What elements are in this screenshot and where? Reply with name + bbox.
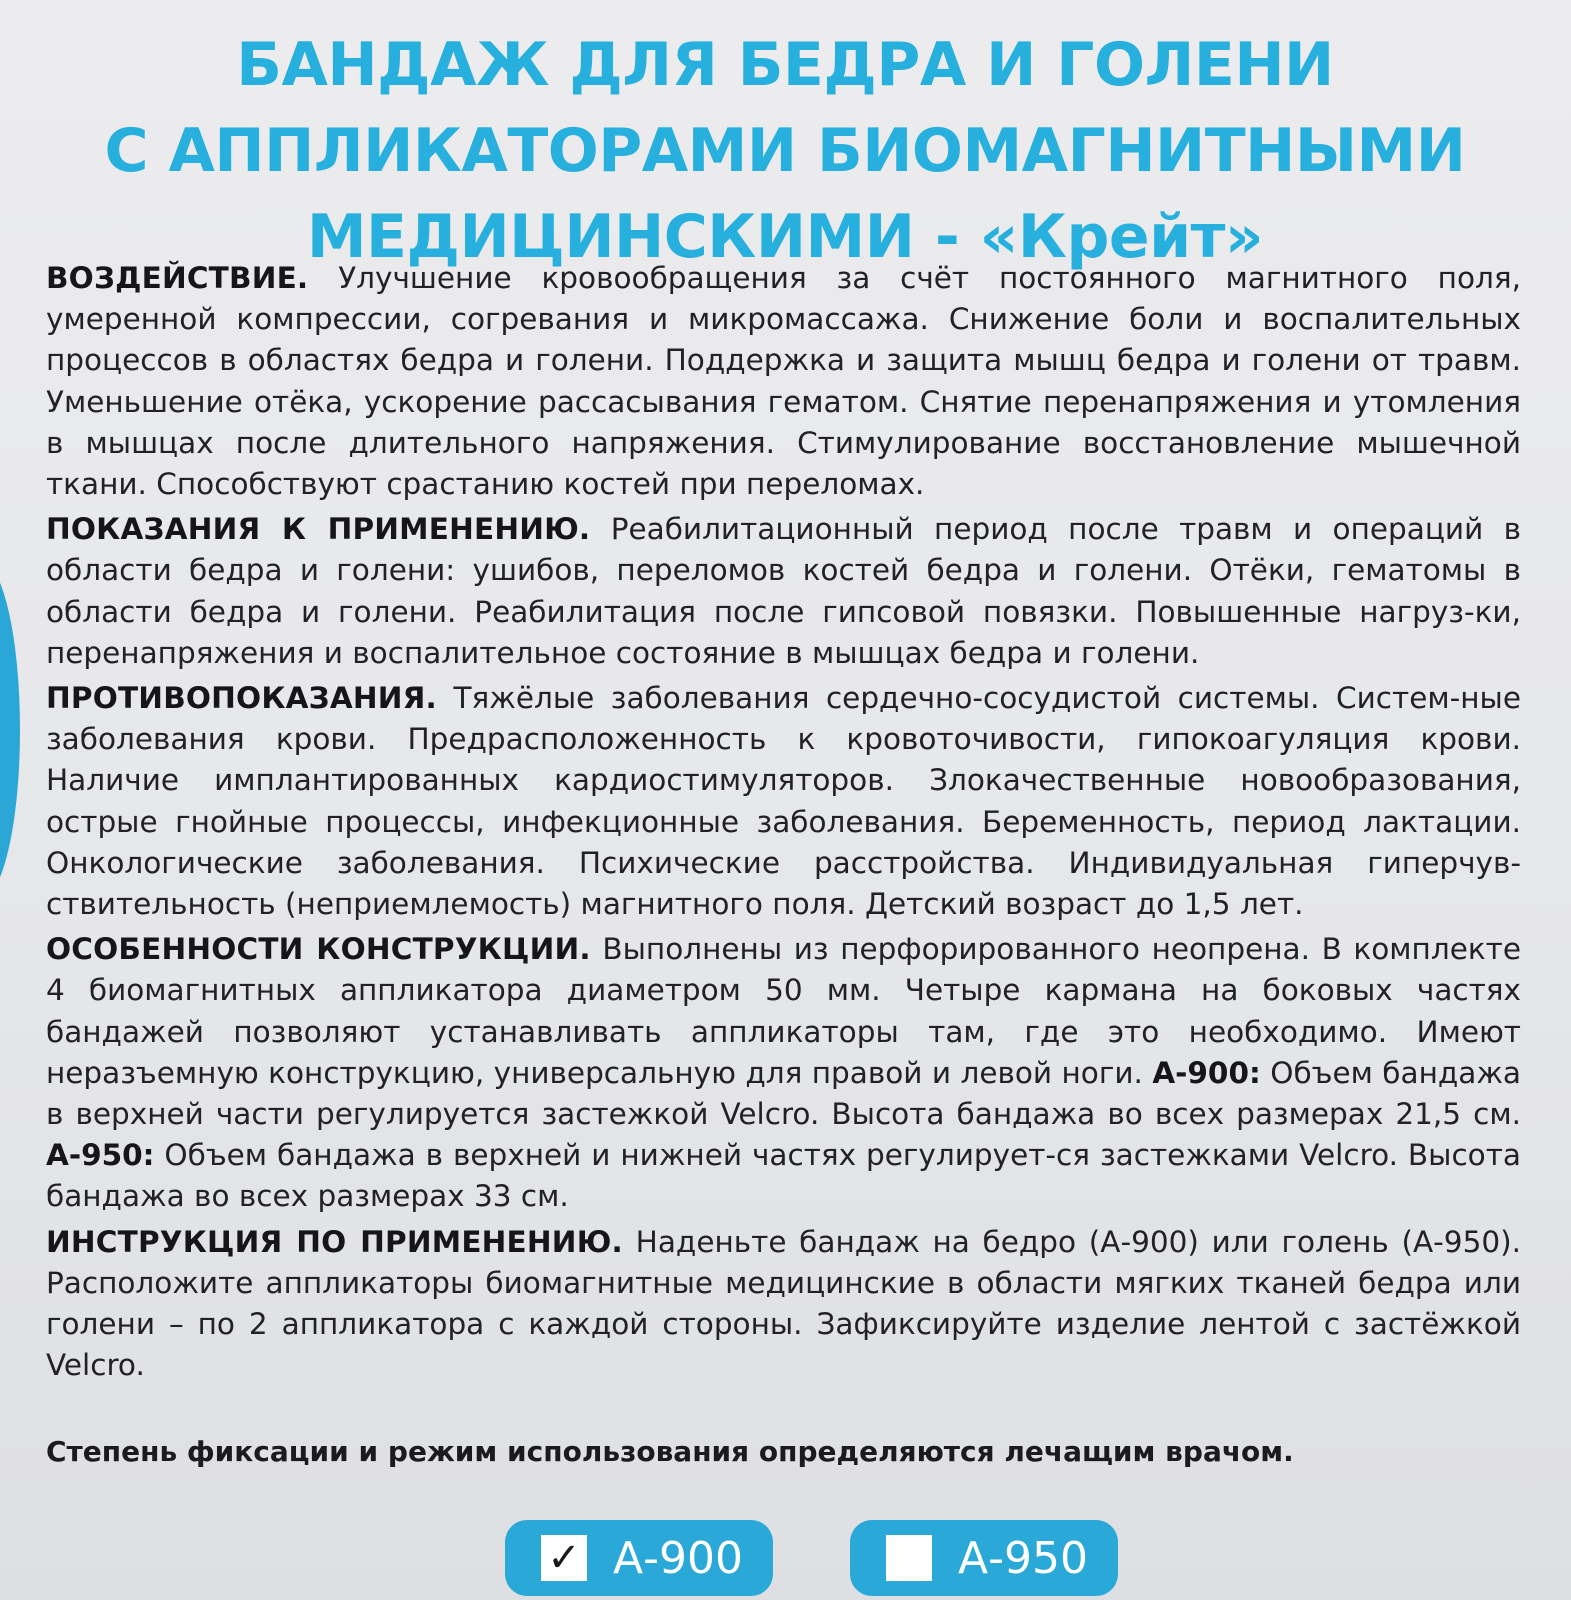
section-indications-text: Реабилитационный период после травм и операций в области бедра и голени: ушибов, переломов костей бедра и голени. Отёки, гематомы в области бедра и голени. Реабилитация после гипсовой повязки. Повышенные нагруз-ки, перенапряжения и воспалительное состояние в мышцах бедра и голени. (46, 512, 1521, 670)
section-design-text-1: Выполнены из перфорированного неопрена. В комплекте 4 биомагнитных аппликатора диаметром 50 мм. Четыре кармана на боковых частях бандажей позволяют устанавливать аппликаторы там, где это необходимо. Имеют неразъемную конструкцию, универсальную для правой и левой ноги. (46, 932, 1521, 1090)
checkbox-checked-icon[interactable]: ✓ (541, 1535, 587, 1581)
section-instructions-text: Наденьте бандаж на бедро (А-900) или голень (А-950). Расположите аппликаторы биомагнитные медицинские в области мягких тканей бедра или голени – по 2 аппликатора с каждой стороны. Зафиксируйте изделие лентой с застёжкой Velcro. (46, 1224, 1521, 1383)
section-design (46, 929, 1521, 1217)
section-instructions (46, 1222, 1521, 1387)
section-effect-heading: ВОЗДЕЙСТВИЕ. (46, 261, 309, 295)
section-design-text-2: Объем бандажа в верхней части регулируется застежкой Velcro. Высота бандажа во всех размерах 21,5 см. (46, 1055, 1521, 1132)
section-design-text-3: Объем бандажа в верхней и нижней частях регулирует-ся застежками Velcro. Высота бандажа во всех размерах 33 см. (46, 1138, 1521, 1214)
section-contraindications-heading: ПРОТИВОПОКАЗАНИЯ. (46, 681, 437, 716)
doctor-note: Степень фиксации и режим использования определяются лечащим врачом. (46, 1435, 1294, 1468)
left-edge-decoration (0, 560, 20, 900)
section-indications (46, 509, 1521, 674)
section-instructions-heading: ИНСТРУКЦИЯ ПО ПРИМЕНЕНИЮ. (46, 1224, 623, 1259)
description-body (46, 258, 1521, 1390)
model-option-a950[interactable] (850, 1520, 1118, 1596)
model-selector (0, 1520, 1571, 1600)
section-effect-text: Улучшение кровообращения за счёт постоянного магнитного поля, умеренной компрессии, согревания и микромассажа. Снижение боли и воспалительных процессов в областях бедра и голени. Поддержка и защита мышц бедра и голени от травм. Уменьшение отёка, ускорение рассасывания гематом. Снятие перенапряжения и утомления в мышцах после длительного напряжения. Стимулирование восстановление мышечной ткани. Способствуют срастанию костей при переломах. (46, 261, 1521, 502)
section-indications-heading: ПОКАЗАНИЯ К ПРИМЕНЕНИЮ. (46, 512, 591, 547)
model-option-a900[interactable] (505, 1520, 773, 1596)
model-a900-label: А-900: (1152, 1055, 1261, 1090)
section-design-heading: ОСОБЕННОСТИ КОНСТРУКЦИИ. (46, 932, 591, 967)
checkbox-empty-icon[interactable] (886, 1535, 932, 1581)
section-effect (46, 258, 1521, 505)
title-line-3: МЕДИЦИНСКИМИ - «Крейт» (306, 202, 1264, 272)
section-contraindications (46, 678, 1521, 925)
title-line-1: БАНДАЖ ДЛЯ БЕДРА И ГОЛЕНИ (236, 30, 1334, 100)
model-option-label: А-900 (613, 1532, 743, 1584)
title-line-2: С АППЛИКАТОРАМИ БИОМАГНИТНЫМИ (104, 116, 1466, 186)
section-contraindications-text: Тяжёлые заболевания сердечно-сосудистой системы. Систем-ные заболевания крови. Предрасположенность к кровоточивости, гипокоагуляция крови. Наличие имплантированных кардиостимуляторов. Злокачественные новообразования, острые гнойные процессы, инфекционные заболевания. Беременность, период лактации. Онкологические заболевания. Психические расстройства. Индивидуальная гиперчув-ствительность (неприемлемость) магнитного поля. Детский возраст до 1,5 лет. (46, 681, 1521, 922)
product-title (30, 22, 1540, 280)
model-a950-label: А-950: (46, 1138, 155, 1173)
model-option-label: А-950 (958, 1532, 1088, 1584)
